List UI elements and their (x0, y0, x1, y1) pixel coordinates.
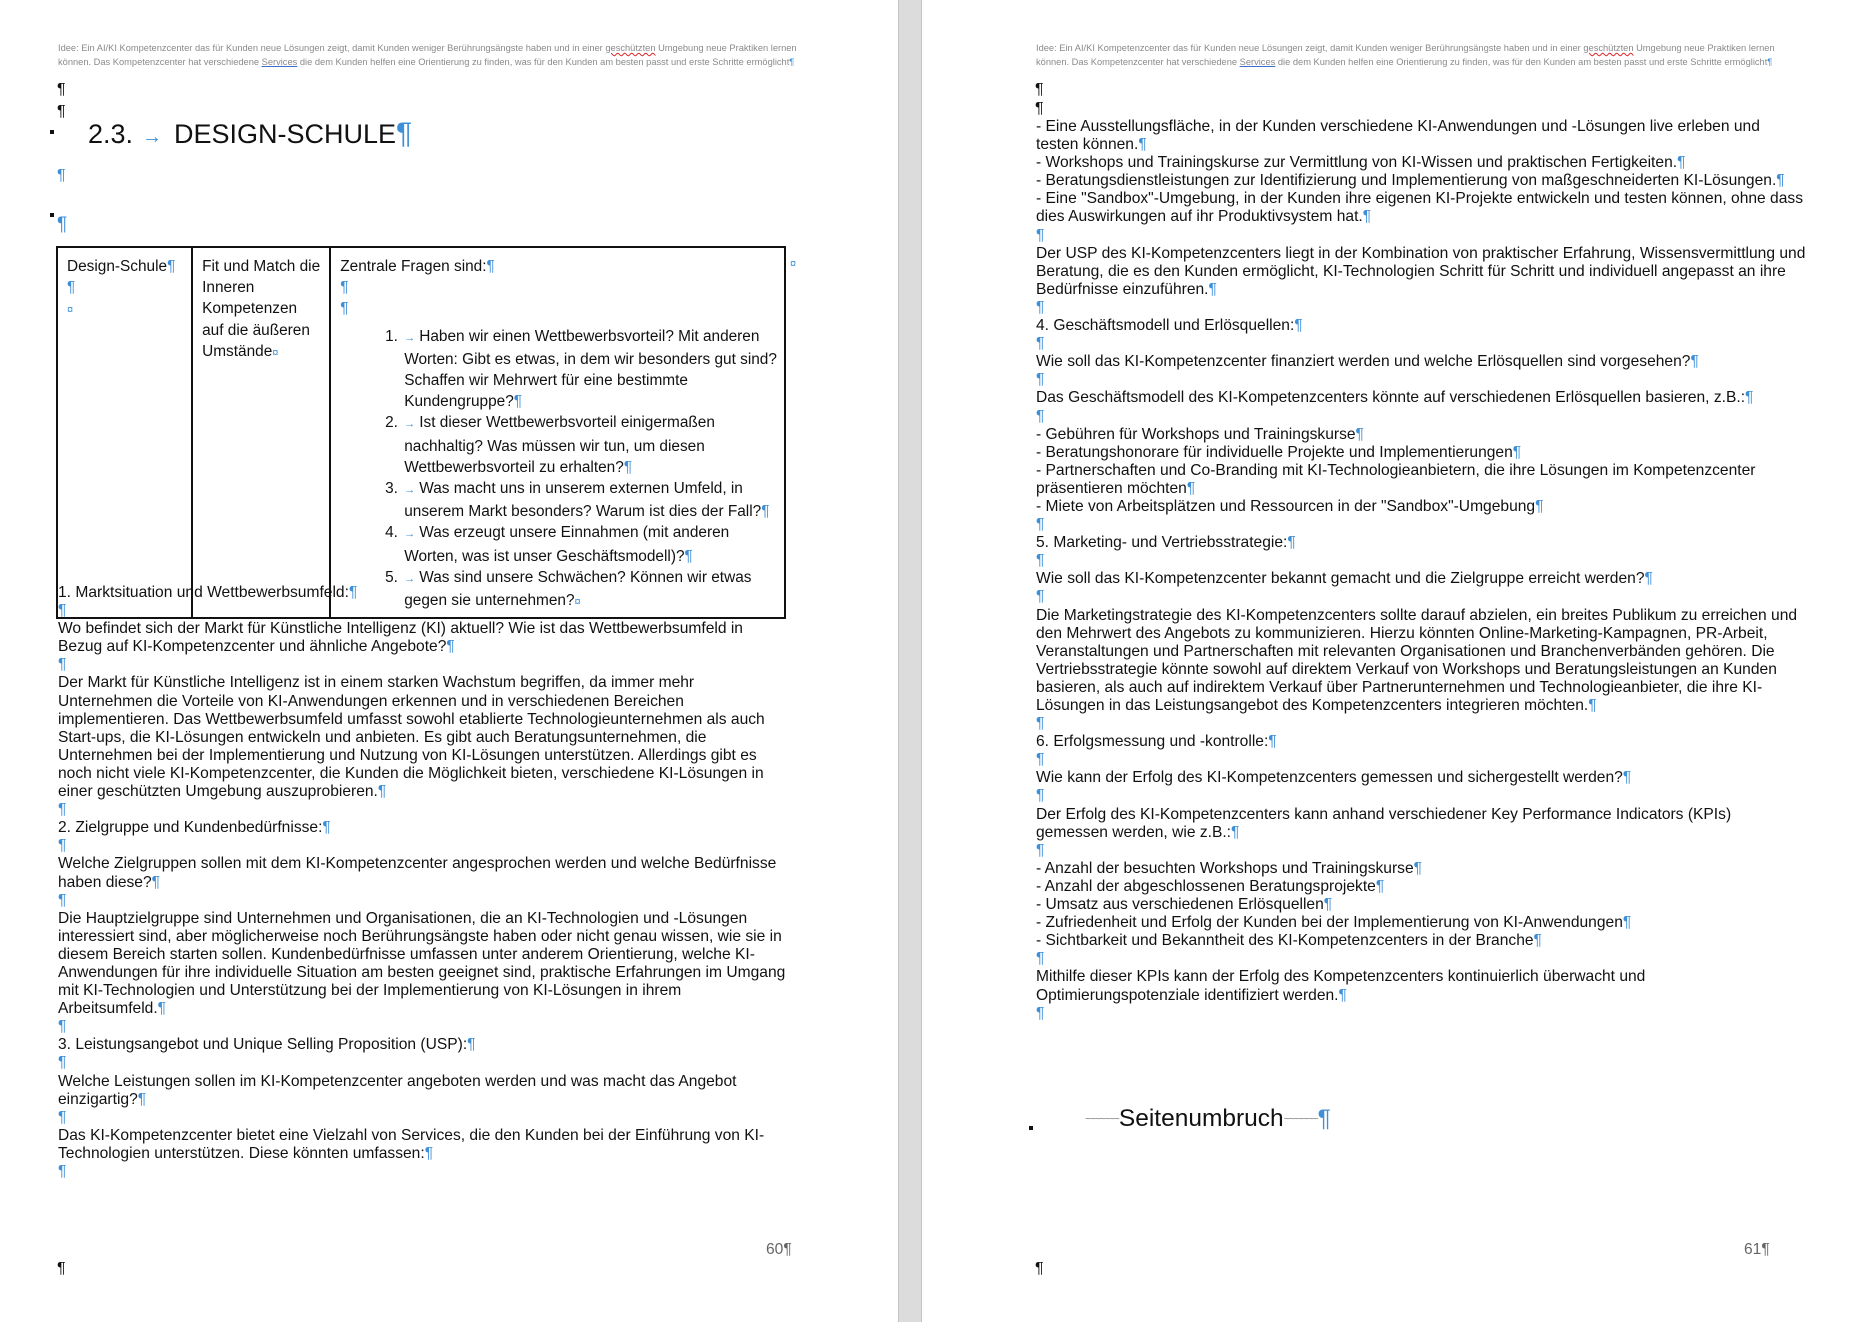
paragraph-mark: ¶ (1317, 1105, 1331, 1132)
footer-paragraph: ¶ (1035, 1260, 1044, 1277)
paragraph[interactable] (1036, 950, 1806, 968)
header-text-part: die dem Kunden helfen eine Orientierung zu finden, was für den Kunden am besten passt und erste Schritte ermöglicht (1275, 56, 1768, 67)
paragraph-text: Der Markt für Künstliche Intelligenz ist in einem starken Wachstum begriffen, da immer mehr Unternehmen die Vorteile von KI-Anwendungen erkennen und in verschiedenen Bereichen implementieren. Das Wettbewerbsumfeld umfasst sowohl etablierte Technologieunternehmen als auch Start-ups, die KI-Lösungen entwickeln und anbieten. Es gibt auch Beratungsunternehmen, die Unternehmen bei der Implementierung und Nutzung von KI-Lösungen unterstützen. Allerdings gibt es noch nicht viele KI-Kompetenzcenter, die Kunden die Möglichkeit bieten, verschiedene KI-Lösungen in einer geschützten Umgebung auszuprobieren. (58, 674, 765, 801)
header-text-part: Umgebung neue Praktiken lernen können. Das Kompetenzcenter hat verschiedene (1036, 43, 1775, 67)
paragraph[interactable] (1036, 1005, 1806, 1023)
questions-intro: Zentrale Fragen sind: (340, 258, 487, 275)
paragraph-text: Welche Zielgruppen sollen mit dem KI-Kompetenzcenter angesprochen werden und welche Bedürfnisse haben diese? (58, 855, 777, 891)
table-cell-questions[interactable]: Zentrale Fragen sind:¶ ¶ ¶ 1. → Haben wir einen Wettbewerbsvorteil? Mit anderen Worten: Gibt es etwas, in dem wir besonders gut sind? Schaffen wir Mehrwert für eine bestimmte Kundengruppe?¶ 2. → Ist dieser Wettbewerbsvorteil einigermaßen nachhaltig? Was müssen wir tun, um diesen Wettbewerbsvorteil zu erhalten?¶ 3. → Was macht uns in unserem externen Umfeld, in unserem Markt besonders? Warum ist dies der Fall?¶ 4. → Was erzeugt unsere Einnahmen (mit anderen Worten, was ist unser Geschäftsmodell)?¶ 5. → Was sind unsere Schwächen? Können wir etwas gegen sie unternehmen?¤ (330, 247, 785, 618)
paragraph-mark: ¶ (348, 584, 358, 601)
paragraph[interactable] (58, 1036, 788, 1054)
paragraph-text: - Beratungsdienstleistungen zur Identifizierung und Implementierung von maßgeschneiderten KI-Lösungen. (1036, 172, 1777, 190)
paragraph-mark: ¶ (58, 801, 67, 819)
paragraph-text: - Zufriedenheit und Erfolg der Kunden bei der Implementierung von KI-Anwendungen (1036, 914, 1623, 932)
empty-paragraph: ¶ (1035, 100, 1044, 117)
paragraph-text: Der USP des KI-Kompetenzcenters liegt in der Kombination von praktischer Erfahrung, Wissensvermittlung und Beratung, die es den Kunden ermöglicht, KI-Technologien Schritt für Schritt und individuell angepasst an ihre Bedürfnisse einzuführen. (1036, 244, 1806, 298)
paragraph[interactable] (58, 656, 788, 674)
paragraph-text: Der Erfolg des KI-Kompetenzcenters kann anhand verschiedener Key Performance Indicators (KPIs) gemessen werden, wie z.B.: (1036, 805, 1732, 841)
bullet-marker (1029, 1126, 1033, 1130)
paragraph[interactable] (1036, 317, 1806, 335)
paragraph-text: - Sichtbarkeit und Bekanntheit des KI-Kompetenzcenters in der Branche (1036, 932, 1534, 950)
paragraph-text: - Gebühren für Workshops und Trainingskurse (1036, 425, 1356, 443)
heading-title: DESIGN-SCHULE (174, 119, 397, 149)
paragraph-mark: ¶ (446, 638, 455, 656)
header-text-part: die dem Kunden helfen eine Orientierung zu finden, was für den Kunden am besten passt und erste Schritte ermöglicht (297, 56, 790, 67)
paragraph[interactable] (1036, 462, 1806, 498)
paragraph-mark: ¶ (1268, 733, 1277, 751)
paragraph[interactable] (58, 1054, 788, 1072)
paragraph-mark: ¶ (424, 1144, 434, 1162)
paragraph-mark: ¶ (1186, 479, 1196, 497)
paragraph-text: 5. Marketing- und Vertriebsstrategie: (1036, 534, 1288, 552)
paragraph-mark: ¶ (1036, 371, 1045, 389)
bullet-marker (50, 130, 54, 134)
paragraph[interactable] (1036, 733, 1806, 751)
paragraph[interactable] (1036, 498, 1806, 516)
paragraph[interactable] (58, 584, 788, 602)
empty-paragraph: ¶ (1035, 81, 1044, 98)
header-text-part: Umgebung neue Praktiken lernen können. Das Kompetenzcenter hat verschiedene (58, 43, 797, 67)
paragraph[interactable] (58, 620, 788, 656)
table-cell-school[interactable]: Design-Schule¶ ¶ ¤ (57, 247, 192, 618)
paragraph-mark: ¶ (1512, 443, 1522, 461)
paragraph-text: 1. Marktsituation und Wettbewerbsumfeld: (58, 584, 349, 601)
header-text-part: Idee: Ein AI/KI Kompetenzcenter das für Kunden neue Lösungen zeigt, damit Kunden weniger Berührungsängste haben und in einer (58, 43, 606, 53)
paragraph[interactable] (58, 674, 788, 801)
paragraph-mark: ¶ (58, 656, 67, 674)
paragraph[interactable] (58, 1109, 788, 1127)
paragraph-text: Mithilfe dieser KPIs kann der Erfolg des Kompetenzcenters kontinuierlich überwacht und Optimierungspotenziale identifiziert werden. (1036, 968, 1646, 1004)
paragraph-mark: ¶ (322, 819, 331, 837)
paragraph-text: - Anzahl der besuchten Workshops und Trainingskurse (1036, 859, 1414, 877)
page-break-marker[interactable] (1085, 1105, 1331, 1133)
paragraph-text: Die Hauptzielgruppe sind Unternehmen und Organisationen, die an KI-Technologien und -Lösungen interessiert sind, aber möglicherweise noch Berührungsängste haben oder nicht genau wissen, wie sie in diesem Bereich starten sollen. Kundenbedürfnisse umfassen unter anderem Orientierung, welche KI-Anwendungen für ihre individuelle Situation am besten geeignet sind, praktische Erfahrungen im Umgang mit KI-Technologien und Unterstützung bei der Implementierung von KI-Lösungen in ihrem Arbeitsumfeld. (58, 909, 786, 1018)
header-misspelled-word[interactable]: geschützten (1583, 43, 1634, 53)
paragraph-mark: ¶ (1036, 715, 1045, 733)
left-page-body[interactable] (58, 584, 788, 1181)
table-row (57, 247, 785, 618)
paragraph[interactable] (1036, 118, 1806, 154)
paragraph[interactable] (1036, 353, 1806, 371)
section-heading[interactable] (88, 118, 412, 153)
list-item[interactable]: 4. → Was erzeugt unsere Einnahmen (mit anderen Worten, was ist unser Geschäftsmodell)?¶ (402, 522, 784, 566)
table-cell-fit[interactable] (192, 247, 330, 618)
fit-description: Fit und Match die Inneren Kompetenzen auf die äußeren Umstände (202, 258, 321, 360)
paragraph-text: Das KI-Kompetenzcenter bietet eine Vielzahl von Services, die den Kunden bei der Einführung von KI-Technologien unterstützen. Diese könnten umfassen: (58, 1126, 765, 1162)
paragraph-mark: ¶ (58, 891, 67, 909)
paragraph-mark: ¶ (1138, 136, 1147, 154)
paragraph-mark: ¶ (1036, 1004, 1045, 1022)
paragraph-text: Das Geschäftsmodell des KI-Kompetenzcenters könnte auf verschiedenen Erlösquellen basieren, z.B.: (1036, 389, 1746, 407)
empty-paragraph: ¶ (57, 81, 66, 98)
paragraph-text: Die Marketingstrategie des KI-Kompetenzcenters sollte darauf abzielen, ein breites Publikum zu erreichen und den Mehrwert des Angebots zu kommunizieren. Hierzu könnten Online-Marketing-Kampagnen, PR-Arbeit, Veranstaltungen und Partnerschaften mit relevanten Organisationen und Branchenverbänden gehören. Die Vertriebsstrategie könnte sowohl auf direktem Verkauf von Workshops und Beratungsleistungen an Kunden basieren, als auch auf indirektem Verkauf über Partnerunternehmen und Technologieanbieter, die ihre KI-Lösungen in das Leistungsangebot des Kompetenzcenters integrieren möchten. (1036, 606, 1798, 714)
paragraph-text: Wie soll das KI-Kompetenzcenter finanziert werden und welche Erlösquellen sind vorgesehen? (1036, 353, 1691, 371)
paragraph[interactable] (1036, 227, 1806, 245)
header-underlined-word[interactable]: Services (261, 56, 298, 67)
paragraph-mark: ¶ (58, 1018, 67, 1036)
paragraph[interactable] (1036, 769, 1806, 787)
paragraph-mark: ¶ (789, 56, 795, 67)
paragraph[interactable] (1036, 806, 1806, 842)
list-item[interactable]: 1. → Haben wir einen Wettbewerbsvorteil? Mit anderen Worten: Gibt es etwas, in dem wir besonders gut sind? Schaffen wir Mehrwert für eine bestimmte Kundengruppe?¶ (402, 326, 784, 413)
page-number: 60¶ (766, 1241, 792, 1258)
cell-end-mark: ¤ (272, 346, 279, 359)
paragraph[interactable] (1036, 860, 1806, 878)
paragraph-mark: ¶ (1323, 896, 1333, 914)
paragraph-mark: ¶ (1287, 534, 1296, 552)
paragraph[interactable] (58, 837, 788, 855)
paragraph-mark: ¶ (1036, 751, 1045, 769)
paragraph[interactable] (1036, 190, 1806, 226)
paragraph[interactable] (58, 1018, 788, 1036)
header-text-part: Idee: Ein AI/KI Kompetenzcenter das für Kunden neue Lösungen zeigt, damit Kunden weniger Berührungsängste haben und in einer (1036, 43, 1584, 53)
paragraph-mark: ¶ (58, 837, 67, 855)
paragraph[interactable] (58, 801, 788, 819)
footer-paragraph: ¶ (57, 1260, 66, 1277)
paragraph-mark: ¶ (1036, 552, 1045, 570)
paragraph[interactable] (1036, 444, 1806, 462)
paragraph-mark: ¶ (1362, 208, 1372, 226)
row-end-mark: ¤ (790, 258, 797, 270)
cell-end-mark: ¤ (67, 304, 74, 317)
paragraph[interactable] (1036, 751, 1806, 769)
tab-arrow-icon: → (142, 126, 162, 148)
header-underlined-word[interactable]: Services (1239, 56, 1276, 67)
paragraph-mark: ¶ (1036, 841, 1045, 859)
paragraph-text: Wie soll das KI-Kompetenzcenter bekannt gemacht und die Zielgruppe erreicht werden? (1036, 570, 1645, 588)
paragraph-mark: ¶ (377, 783, 387, 801)
paragraph-mark: ¶ (1036, 298, 1045, 316)
right-page-body[interactable] (1036, 118, 1806, 1023)
paragraph[interactable] (1036, 842, 1806, 860)
paragraph-text: - Miete von Arbeitsplätzen und Ressourcen in der "Sandbox"-Umgebung (1036, 497, 1536, 515)
paragraph[interactable] (1036, 516, 1806, 534)
paragraph-text: 3. Leistungsangebot und Unique Selling Proposition (USP): (58, 1036, 468, 1054)
list-item[interactable]: 2. → Ist dieser Wettbewerbsvorteil einigermaßen nachhaltig? Was müssen wir tun, um diesen Wettbewerbsvorteil zu erhalten?¶ (402, 412, 784, 478)
questions-list (340, 326, 784, 614)
paragraph-mark: ¶ (396, 117, 413, 150)
paragraph[interactable] (1036, 715, 1806, 733)
empty-paragraph: ¶ (57, 103, 66, 120)
paragraph-mark: ¶ (58, 1163, 67, 1180)
paragraph-mark: ¶ (58, 1108, 67, 1126)
design-school-table[interactable] (56, 246, 786, 619)
page-header (1036, 42, 1776, 69)
heading-number: 2.3. (88, 119, 134, 149)
paragraph[interactable] (58, 892, 788, 910)
header-misspelled-word[interactable]: geschützten (605, 43, 656, 53)
list-item[interactable]: 5. → Was sind unsere Schwächen? Können wir etwas gegen sie unternehmen?¤ (402, 567, 784, 613)
page-break-label: Seitenumbruch (1118, 1105, 1284, 1132)
paragraph-mark: ¶ (1588, 697, 1597, 714)
wave-line: ~~~~~~~ (1283, 1114, 1318, 1126)
paragraph-text: - Eine "Sandbox"-Umgebung, in der Kunden ihre eigenen KI-Projekte entwickeln und testen können, ohne dass dies Auswirkungen auf ihr Produktivsystem hat. (1036, 190, 1803, 226)
paragraph-text: - Beratungshonorare für individuelle Projekte und Implementierungen (1036, 443, 1513, 461)
paragraph-mark: ¶ (1036, 588, 1045, 606)
empty-paragraph: ¶ (57, 167, 66, 184)
paragraph[interactable] (1036, 154, 1806, 172)
paragraph-text: - Workshops und Trainingskurse zur Vermittlung von KI-Wissen und praktischen Fertigkeiten. (1036, 154, 1678, 172)
paragraph[interactable] (1036, 878, 1806, 896)
paragraph-mark: ¶ (1690, 353, 1699, 371)
page-header (58, 42, 798, 69)
paragraph-text: - Eine Ausstellungsfläche, in der Kunden verschiedene KI-Anwendungen und -Lösungen live erleben und testen können. (1036, 118, 1760, 154)
paragraph[interactable] (1036, 245, 1806, 299)
paragraph-text: Welche Leistungen sollen im KI-Kompetenzcenter angeboten werden und was macht das Angebot einzigartig? (58, 1072, 737, 1108)
paragraph-mark: ¶ (1622, 914, 1632, 932)
paragraph-mark: ¶ (1776, 172, 1785, 190)
paragraph[interactable] (1036, 914, 1806, 932)
paragraph-text: - Partnerschaften und Co-Branding mit KI-Technologieanbietern, die ihre Lösungen im Kompetenzcenter präsentieren möchten (1036, 461, 1756, 497)
paragraph-mark: ¶ (1338, 986, 1347, 1004)
paragraph-mark: ¶ (1375, 877, 1385, 895)
paragraph-mark: ¶ (1677, 154, 1686, 172)
paragraph-mark: ¶ (1622, 769, 1632, 787)
paragraph-mark: ¶ (1036, 226, 1045, 244)
paragraph[interactable] (1036, 552, 1806, 570)
empty-paragraph: ¶ (57, 214, 68, 235)
paragraph[interactable] (1036, 607, 1806, 716)
paragraph-mark: ¶ (1208, 280, 1217, 298)
paragraph[interactable] (1036, 787, 1806, 805)
paragraph-mark: ¶ (1533, 932, 1542, 950)
paragraph-mark: ¶ (1767, 56, 1773, 67)
paragraph-text: 2. Zielgruppe und Kundenbedürfnisse: (58, 819, 323, 837)
paragraph[interactable] (1036, 371, 1806, 389)
paragraph-mark: ¶ (157, 1000, 167, 1018)
page-gap (898, 0, 922, 1322)
paragraph-mark: ¶ (1231, 823, 1240, 841)
page-60[interactable] (0, 0, 898, 1322)
paragraph[interactable] (58, 1127, 788, 1163)
paragraph[interactable] (1036, 335, 1806, 353)
paragraph-mark: ¶ (1294, 317, 1303, 335)
paragraph-text: Wie kann der Erfolg des KI-Kompetenzcenters gemessen und sichergestellt werden? (1036, 769, 1623, 787)
paragraph[interactable] (58, 1073, 788, 1109)
paragraph[interactable] (1036, 408, 1806, 426)
paragraph-text: - Anzahl der abgeschlossenen Beratungsprojekte (1036, 877, 1376, 895)
paragraph[interactable] (1036, 172, 1806, 190)
bullet-marker (50, 213, 54, 217)
paragraph-mark: ¶ (1413, 859, 1423, 877)
paragraph[interactable] (1036, 389, 1806, 407)
paragraph[interactable] (58, 855, 788, 891)
paragraph-mark: ¶ (467, 1036, 476, 1054)
paragraph-mark: ¶ (1535, 497, 1544, 515)
paragraph[interactable] (1036, 570, 1806, 588)
paragraph-mark: ¶ (1355, 425, 1364, 443)
paragraph[interactable] (1036, 896, 1806, 914)
paragraph[interactable] (58, 819, 788, 837)
paragraph[interactable] (1036, 534, 1806, 552)
paragraph-text: 6. Erfolgsmessung und -kontrolle: (1036, 733, 1269, 751)
paragraph[interactable] (58, 1163, 788, 1181)
list-item[interactable]: 3. → Was macht uns in unserem externen Umfeld, in unserem Markt besonders? Warum ist dies der Fall?¶ (402, 478, 784, 522)
school-name: Design-Schule (67, 258, 168, 275)
page-61[interactable] (922, 0, 1864, 1322)
paragraph[interactable] (58, 602, 788, 620)
paragraph[interactable] (1036, 932, 1806, 950)
wave-line: ~~~~~~~ (1085, 1114, 1119, 1126)
paragraph-mark: ¶ (58, 602, 67, 620)
paragraph-mark: ¶ (1036, 787, 1045, 805)
paragraph-text: Wo befindet sich der Markt für Künstliche Intelligenz (KI) aktuell? Wie ist das Wettbewerbsumfeld in Bezug auf KI-Kompetenzcenter und ähnliche Angebote? (58, 620, 743, 656)
paragraph-mark: ¶ (58, 1054, 67, 1072)
paragraph[interactable] (1036, 968, 1806, 1004)
paragraph[interactable] (1036, 588, 1806, 606)
paragraph-mark: ¶ (1745, 389, 1754, 407)
paragraph-text: - Umsatz aus verschiedenen Erlösquellen (1036, 896, 1324, 914)
paragraph[interactable] (58, 910, 788, 1019)
paragraph[interactable] (1036, 299, 1806, 317)
paragraph-mark: ¶ (151, 873, 161, 891)
paragraph-mark: ¶ (1644, 570, 1653, 588)
paragraph-mark: ¶ (1036, 950, 1045, 968)
paragraph-mark: ¶ (1036, 516, 1045, 534)
paragraph-mark: ¶ (1036, 407, 1045, 425)
paragraph[interactable] (1036, 426, 1806, 444)
page-number: 61¶ (1744, 1241, 1770, 1258)
paragraph-mark: ¶ (137, 1090, 147, 1108)
paragraph-text: 4. Geschäftsmodell und Erlösquellen: (1036, 317, 1295, 335)
paragraph-mark: ¶ (1036, 335, 1045, 353)
